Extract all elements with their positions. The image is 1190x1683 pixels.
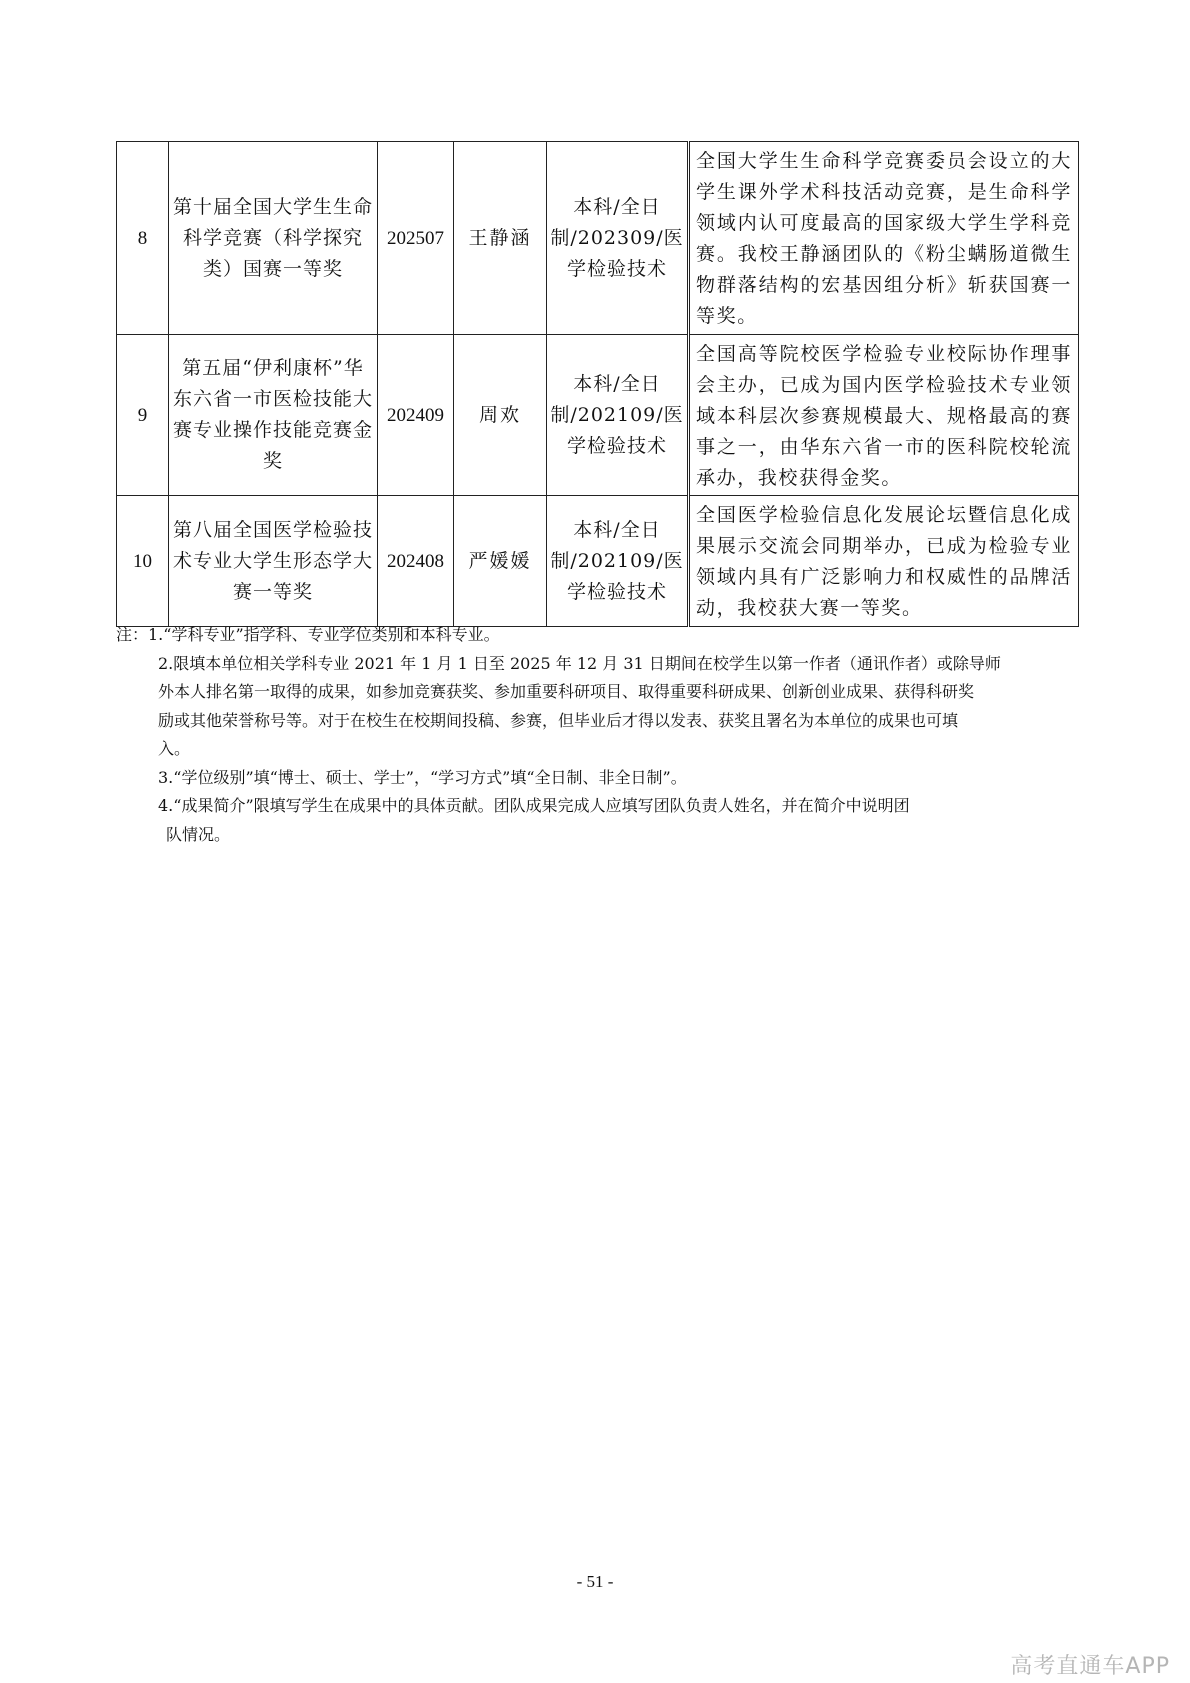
note-4-line-1: 4.“成果简介”限填写学生在成果中的具体贡献。团队成果完成人应填写团队负责人姓名，并在简介中说明团 [158,796,910,815]
achievement-date: 202408 [378,496,454,627]
row-number: 8 [117,142,169,335]
footnotes [116,621,1078,849]
student-name: 周欢 [454,335,547,496]
table-row [117,142,1079,335]
note-2-line-3: 励或其他荣誉称号等。对于在校生在校期间投稿、参赛，但毕业后才得以发表、获奖且署名为本单位的成果也可填 [158,710,959,730]
achievements-table [116,141,1079,627]
note-3: 3.“学位级别”填“博士、硕士、学士”，“学习方式”填“全日制、非全日制”。 [158,767,687,787]
note-2-line-2: 外本人排名第一取得的成果，如参加竞赛获奖、参加重要科研项目、取得重要科研成果、创新创业成果、获得科研奖 [158,682,975,701]
row-number: 10 [117,496,169,627]
row-number: 9 [117,335,169,496]
achievement-name: 第十届全国大学生生命科学竞赛（科学探究类）国赛一等奖 [169,142,378,335]
page-number: - 51 - [576,1572,614,1591]
note-1: 注：1.“学科专业”指学科、专业学位类别和本科专业。 [116,625,500,644]
student-name: 严媛媛 [454,496,547,627]
degree-study-info: 本科/全日制/202109/医学检验技术 [547,496,689,627]
note-4-line-2: 队情况。 [166,824,231,844]
achievement-name: 第五届“伊利康杯”华东六省一市医检技能大赛专业操作技能竞赛金奖 [169,335,378,496]
achievement-name: 第八届全国医学检验技术专业大学生形态学大赛一等奖 [169,496,378,627]
achievement-description: 全国医学检验信息化发展论坛暨信息化成果展示交流会同期举办，已成为检验专业领域内具有广泛影响力和权威性的品牌活动，我校获大赛一等奖。 [689,496,1079,627]
note-2-line-4: 入。 [158,739,191,758]
achievement-description: 全国高等院校医学检验专业校际协作理事会主办，已成为国内医学检验技术专业领域本科层次参赛规模最大、规格最高的赛事之一，由华东六省一市的医科院校轮流承办，我校获得金奖。 [689,335,1079,496]
student-name: 王静涵 [454,142,547,335]
watermark: 高考直通车APP [1010,1654,1170,1679]
table-row [117,335,1079,496]
table-row [117,496,1079,627]
degree-study-info: 本科/全日制/202309/医学检验技术 [547,142,689,335]
degree-study-info: 本科/全日制/202109/医学检验技术 [547,335,689,496]
achievement-description: 全国大学生生命科学竞赛委员会设立的大学生课外学术科技活动竞赛，是生命科学领域内认可度最高的国家级大学生学科竞赛。我校王静涵团队的《粉尘螨肠道微生物群落结构的宏基因组分析》斩获国赛一等奖。 [689,142,1079,335]
achievement-date: 202507 [378,142,454,335]
note-2-line-1: 2.限填本单位相关学科专业 2021 年 1 月 1 日至 2025 年 12 月 31 日期间在校学生以第一作者（通讯作者）或除导师 [158,653,1001,673]
achievement-date: 202409 [378,335,454,496]
